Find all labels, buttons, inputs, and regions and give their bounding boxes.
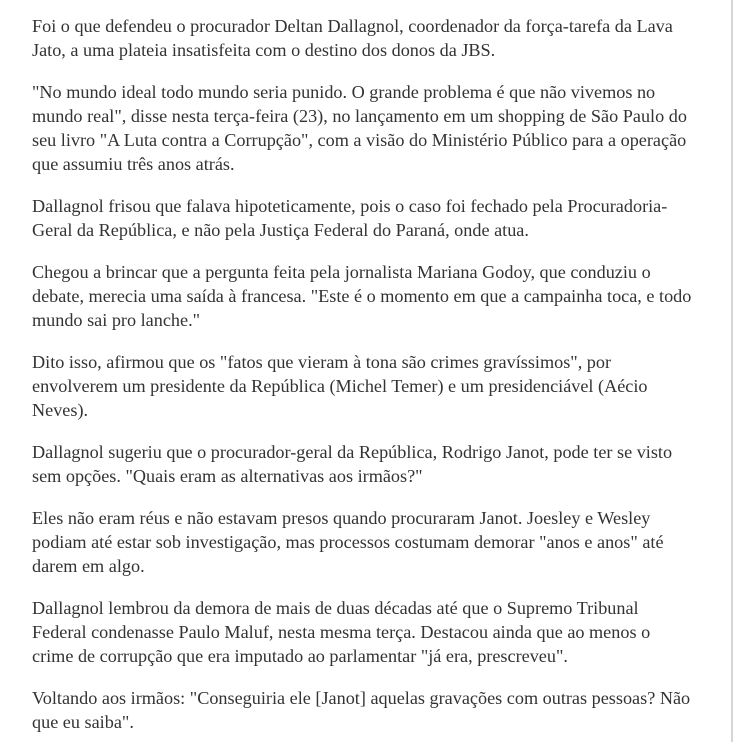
article-paragraph-2: "No mundo ideal todo mundo seria punido. O grande problema é que não vivemos no mundo real", disse nesta terça-feira (23), no lançamento em um shopping de São Paulo do seu livro "A Luta contra a Corrupção", com a visão do Ministério Público para a operação que assumiu três anos atrás.	[32, 82, 687, 174]
article-body	[32, 14, 692, 752]
article-paragraph-5: Dito isso, afirmou que os "fatos que vieram à tona são crimes gravíssimos", por envolverem um presidente da República (Michel Temer) e um presidenciável (Aécio Neves).	[32, 352, 648, 420]
article-paragraph-9: Voltando aos irmãos: "Conseguiria ele [Janot] aquelas gravações com outras pessoas? Não que eu saiba".	[32, 688, 691, 732]
article-paragraph-6: Dallagnol sugeriu que o procurador-geral da República, Rodrigo Janot, pode ter se visto sem opções. "Quais eram as alternativas aos irmãos?"	[32, 442, 673, 486]
article-paragraph-1: Foi o que defendeu o procurador Deltan Dallagnol, coordenador da força-tarefa da Lava Jato, a uma plateia insatisfeita com o destino dos donos da JBS.	[32, 16, 673, 60]
article-paragraph-8: Dallagnol lembrou da demora de mais de duas décadas até que o Supremo Tribunal Federal condenasse Paulo Maluf, nesta mesma terça. Destacou ainda que ao menos o crime de corrupção que era imputado ao parlamentar "já era, prescreveu".	[32, 598, 651, 666]
article-paragraph-7: Eles não eram réus e não estavam presos quando procuraram Janot. Joesley e Wesley podiam até estar sob investigação, mas processos costumam demorar "anos e anos" até darem em algo.	[32, 508, 664, 576]
article-paragraph-3: Dallagnol frisou que falava hipoteticamente, pois o caso foi fechado pela Procuradoria-Geral da República, e não pela Justiça Federal do Paraná, onde atua.	[32, 196, 668, 240]
article-paragraph-4: Chegou a brincar que a pergunta feita pela jornalista Mariana Godoy, que conduziu o debate, merecia uma saída à francesa. "Este é o momento em que a campainha toca, e todo mundo sai pro lanche."	[32, 262, 692, 330]
